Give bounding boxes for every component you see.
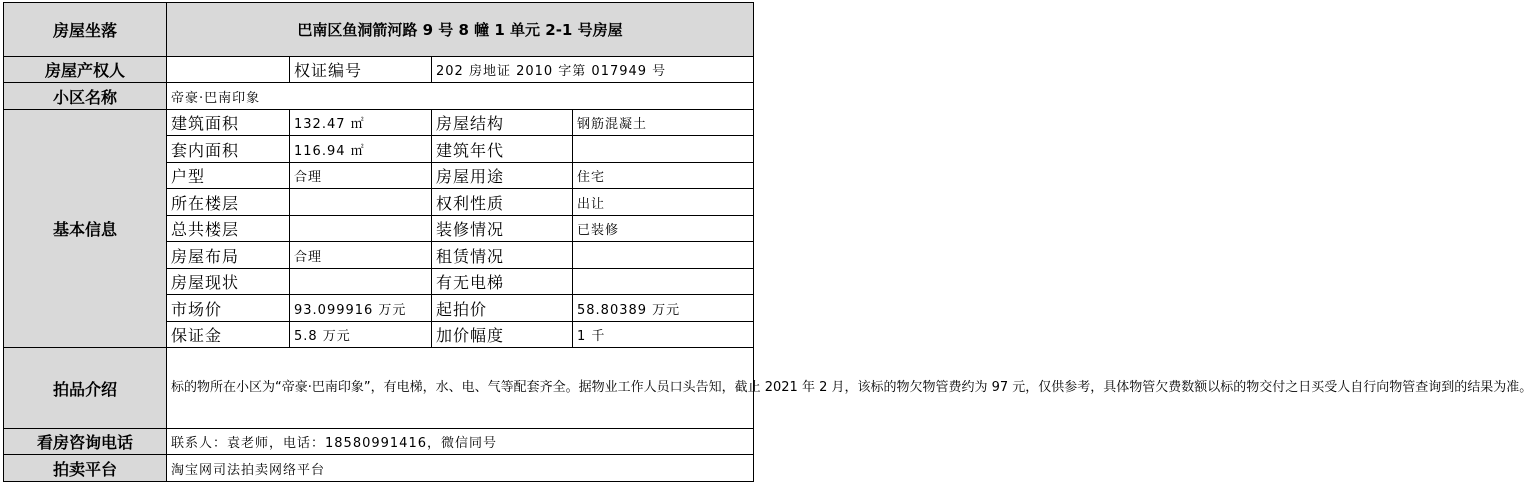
basic-value-1: 合理 [290,242,432,268]
basic-label-1: 市场价 [167,295,290,321]
basic-value-2: 58.80389 万元 [573,295,754,321]
basic-label-2: 房屋结构 [432,109,573,135]
location-row [4,3,754,57]
basic-value-1 [290,189,432,215]
basic-value-2 [573,242,754,268]
community-row [4,83,754,109]
contact-row [4,428,754,454]
basic-row [4,109,754,135]
basic-info-label: 基本信息 [4,109,167,347]
basic-value-1: 5.8 万元 [290,321,432,347]
property-info-table [3,2,1532,482]
basic-label-2: 租赁情况 [432,242,573,268]
community-label: 小区名称 [4,83,167,109]
basic-label-2: 起拍价 [432,295,573,321]
cert-value: 202 房地证 2010 字第 017949 号 [432,57,754,83]
platform-label: 拍卖平台 [4,455,167,482]
basic-label-1: 户型 [167,162,290,188]
intro-row [4,348,754,429]
location-label: 房屋坐落 [4,3,167,57]
basic-label-1: 建筑面积 [167,109,290,135]
basic-value-1: 116.94 ㎡ [290,136,432,162]
basic-value-2 [573,136,754,162]
basic-label-2: 有无电梯 [432,268,573,294]
basic-value-1 [290,268,432,294]
basic-value-2: 钢筋混凝土 [573,109,754,135]
basic-value-1: 合理 [290,162,432,188]
basic-label-1: 所在楼层 [167,189,290,215]
basic-label-1: 保证金 [167,321,290,347]
basic-value-2: 出让 [573,189,754,215]
basic-value-1: 132.47 ㎡ [290,109,432,135]
basic-label-1: 房屋现状 [167,268,290,294]
owner-row [4,57,754,83]
basic-label-1: 房屋布局 [167,242,290,268]
contact-label: 看房咨询电话 [4,428,167,454]
basic-value-2: 住宅 [573,162,754,188]
community-value: 帝豪·巴南印象 [167,83,754,109]
basic-value-1: 93.099916 万元 [290,295,432,321]
location-value: 巴南区鱼洞箭河路 9 号 8 幢 1 单元 2-1 号房屋 [167,3,754,57]
basic-label-2: 建筑年代 [432,136,573,162]
basic-value-2 [573,268,754,294]
basic-label-2: 装修情况 [432,215,573,241]
contact-value: 联系人：袁老师，电话：18580991416，微信同号 [167,428,754,454]
basic-label-2: 房屋用途 [432,162,573,188]
basic-value-2: 1 千 [573,321,754,347]
basic-value-2: 已装修 [573,215,754,241]
basic-label-2: 加价幅度 [432,321,573,347]
owner-value [167,57,290,83]
platform-row [4,455,754,482]
basic-label-1: 套内面积 [167,136,290,162]
intro-text: 标的物所在小区为“帝豪·巴南印象”，有电梯，水、电、气等配套齐全。据物业工作人员口头告知，截止 2021 年 2 月，该标的物欠物管费约为 97 元，仅供参考，具体物管欠费数额以标的物交付之日买受人自行向物管查询到的结果为准。 [171,380,1532,396]
platform-value: 淘宝网司法拍卖网络平台 [167,455,754,482]
basic-label-1: 总共楼层 [167,215,290,241]
basic-value-1 [290,215,432,241]
intro-label: 拍品介绍 [4,348,167,429]
cert-label: 权证编号 [290,57,432,83]
intro-text-cell [167,348,1532,429]
owner-label: 房屋产权人 [4,57,167,83]
basic-label-2: 权利性质 [432,189,573,215]
